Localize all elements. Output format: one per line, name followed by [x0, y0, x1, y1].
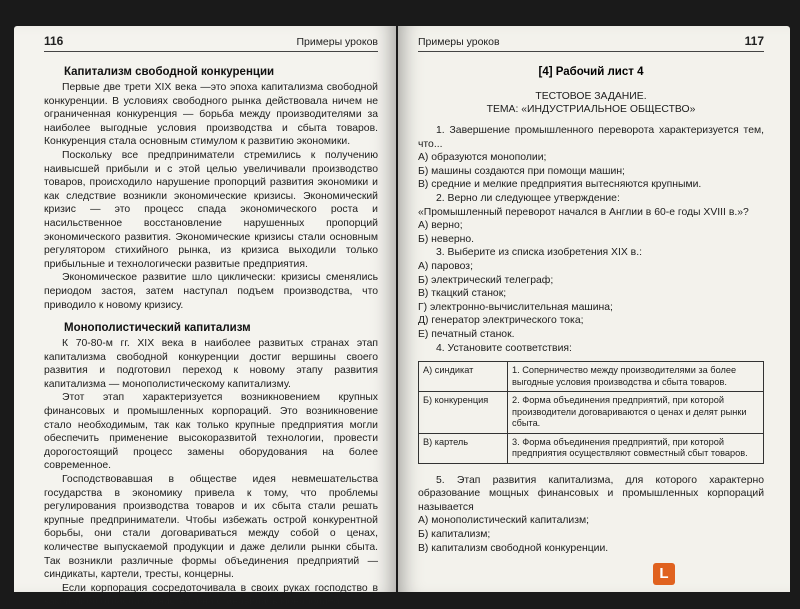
answer-option: Б) машины создаются при помощи машин; [418, 165, 625, 177]
paragraph: К 70-80-м гг. XIX века в наиболее развитых странах этап капитализма свободной конкуренции достиг вершины своего развития и подготовил переход к новому этапу развития капитализма — монополистическому капитализму. [44, 338, 378, 390]
table-term: Б) конкуренция [419, 392, 508, 434]
section1-title: Капитализм свободной конкуренции [64, 66, 275, 78]
question-2: 2. Верно ли следующее утверждение: [436, 192, 620, 204]
paragraph: Первые две трети XIX века —это эпоха капитализма свободной конкуренции. В условиях свободного рынка действовала ничем не ограниченная конкуренция — борьба между производителями за наиболее выгодные условия производства и сбыта товаров. Конкуренция стала основным стимулом к развитию экономики. [44, 82, 378, 148]
answer-option: Б) электрический телеграф; [418, 274, 554, 286]
answer-option: А) паровоз; [418, 260, 473, 272]
labirint-logo-icon: L [653, 563, 675, 585]
table-definition: 2. Форма объединения предприятий, при которой производители договариваются о ценах и делят рынки сбыта. [508, 392, 764, 434]
paragraph: Если корпорация сосредоточивала в своих руках господство в какой-либо отрасли хозяйства, она становилась монополией. [44, 582, 378, 608]
paragraph: Господствовавшая в обществе идея невмешательства государства в экономику привела к тому, что проблемы регулирования производства товаров и их сбыта стали решать крупные предприниматели. Чтобы избежать острой конкурентной борьбы, они стали договариваться между собой о ценах, количестве выпускаемой продукции и даже делили рынки сбыта. Так возникли различные формы объединения предприятий — синдикаты, картели, тресты, концерны. [44, 474, 378, 581]
test-heading: ТЕСТОВОЕ ЗАДАНИЕ. [535, 91, 647, 102]
matching-table [418, 361, 764, 464]
test-topic: ТЕМА: «ИНДУСТРИАЛЬНОЕ ОБЩЕСТВО» [486, 104, 696, 115]
question-5: 5. Этап развития капитализма, для которого характерно образование мощных финансовых и промышленных корпораций называется [418, 474, 764, 513]
answer-option: Б) капитализм; [418, 528, 491, 540]
right-page [398, 26, 790, 592]
question-4: 4. Установите соответствия: [436, 342, 572, 354]
paragraph: Этот этап характеризуется возникновением крупных финансовых и промышленных корпораций. Это возникновение стало необходимым, так как только крупные предприятия могли обеспечить применение высокоразвитой технологии, провести дорогостоящий процесс замены оборудования на более современное. [44, 392, 378, 472]
section2-title: Монополистический капитализм [64, 322, 251, 335]
table-definition: 3. Форма объединения предприятий, при которой предприятия осуществляют совместный сбыт товаров. [508, 433, 764, 463]
table-row [419, 433, 764, 463]
table-row [419, 392, 764, 434]
answer-option: Г) электронно-вычислительная машина; [418, 301, 613, 313]
left-running-head [44, 34, 378, 52]
answer-option: Е) печатный станок. [418, 328, 515, 340]
left-running-head-text: Примеры уроков [296, 36, 378, 48]
left-page-number: 116 [44, 34, 64, 48]
right-running-head-text: Примеры уроков [418, 36, 500, 48]
answer-option: А) образуются монополии; [418, 152, 547, 164]
table-definition: 1. Соперничество между производителями за более выгодные условия производства и сбыта товаров. [508, 362, 764, 392]
worksheet-title: [4] Рабочий лист 4 [538, 66, 644, 78]
table-term: А) синдикат [419, 362, 508, 392]
answer-option: А) монополистический капитализм; [418, 515, 590, 527]
answer-option: В) капитализм свободной конкуренции. [418, 542, 609, 554]
answer-option: А) верно; [418, 220, 463, 232]
answer-option: Д) генератор электрического тока; [418, 315, 584, 327]
answer-option: Б) неверно. [418, 233, 475, 245]
right-running-head [418, 34, 764, 52]
right-page-number: 117 [744, 34, 764, 48]
table-term: В) картель [419, 433, 508, 463]
question-3: 3. Выберите из списка изобретения XIX в.: [436, 247, 642, 259]
paragraph: Экономическое развитие шло циклически: кризисы сменялись периодом застоя, затем наступал подъем производства, что приводило к новому кризису. [44, 272, 378, 311]
table-row [419, 362, 764, 392]
left-page [14, 26, 396, 608]
question-1: 1. Завершение промышленного переворота характеризуется тем, что... [418, 125, 764, 150]
answer-option: В) средние и мелкие предприятия вытесняются крупными. [418, 179, 702, 191]
answer-option: В) ткацкий станок; [418, 288, 507, 300]
question-2-statement: «Промышленный переворот начался в Англии в 60-е годы XVIII в.»? [418, 206, 749, 218]
paragraph: Поскольку все предприниматели стремились к получению наивысшей прибыли и с этой целью увеличивали производство товаров, происходило нарушение пропорций развития экономики и как следствие возникли экономические кризисы. Экономический кризис — это процесс спада экономического роста и насильственное восстановление нарушенных пропорций экономического развития. Экономические кризисы стали основным регулятором стихийного рынка, из кризиса выходили только прибыльные и технологически развитые предприятия. [44, 149, 378, 270]
